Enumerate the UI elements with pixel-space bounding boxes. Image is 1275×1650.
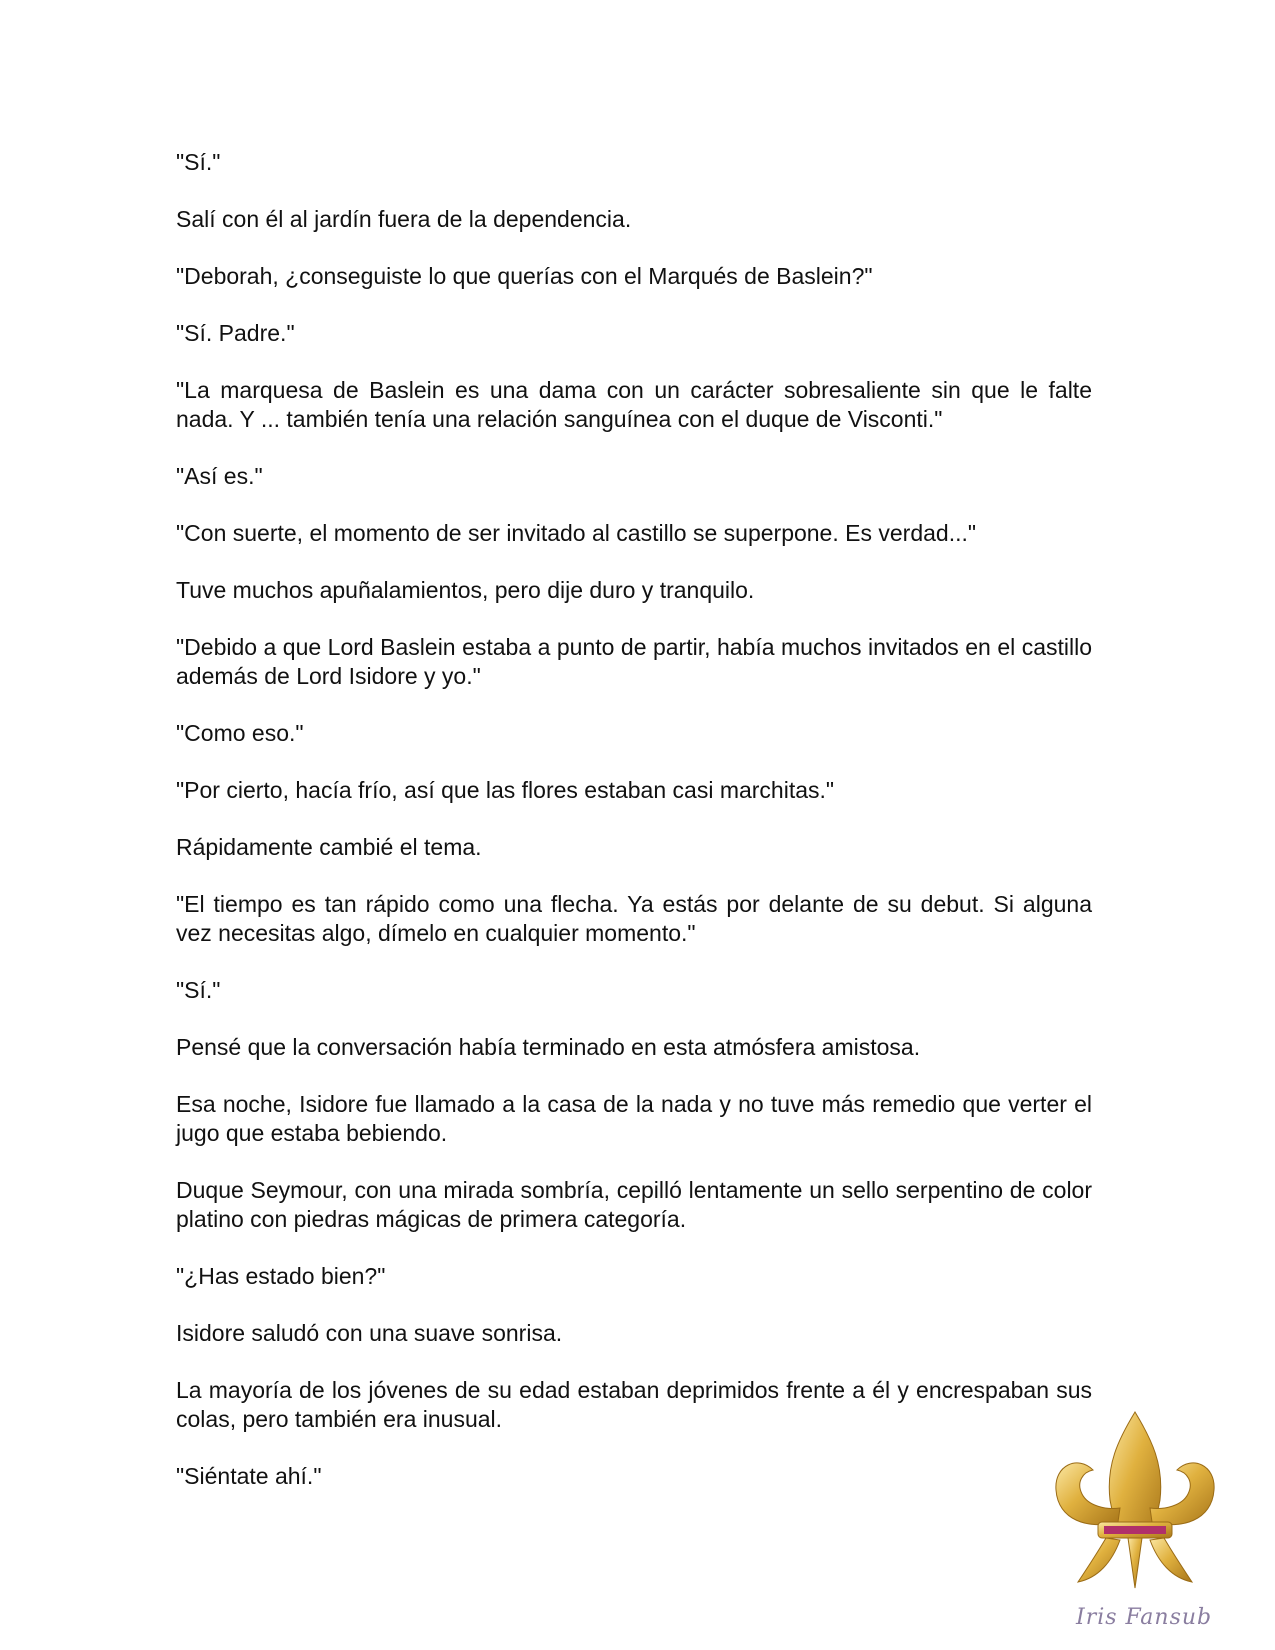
paragraph: "Así es." — [176, 463, 263, 489]
paragraph: "Como eso." — [176, 720, 304, 746]
paragraph: "Siéntate ahí." — [176, 1463, 322, 1489]
paragraph: "Sí." — [176, 149, 221, 175]
paragraph: "Sí. Padre." — [176, 320, 295, 346]
watermark-text: Iris Fansub — [1076, 1605, 1213, 1630]
paragraph: Salí con él al jardín fuera de la dependencia. — [176, 206, 632, 232]
paragraph: "Sí." — [176, 977, 221, 1003]
paragraph: "El tiempo es tan rápido como una flecha. Ya estás por delante de su debut. Si alguna vez necesitas algo, dímelo en cualquier momento." — [176, 891, 1092, 946]
paragraph: "Por cierto, hacía frío, así que las flores estaban casi marchitas." — [176, 777, 835, 803]
paragraph: "Con suerte, el momento de ser invitado al castillo se superpone. Es verdad..." — [176, 520, 977, 546]
watermark-logo — [1048, 1410, 1223, 1635]
paragraph: Tuve muchos apuñalamientos, pero dije duro y tranquilo. — [176, 577, 755, 603]
paragraph: Esa noche, Isidore fue llamado a la casa de la nada y no tuve más remedio que verter el jugo que estaba bebiendo. — [176, 1091, 1092, 1146]
paragraph: La mayoría de los jóvenes de su edad estaban deprimidos frente a él y encrespaban sus colas, pero también era inusual. — [176, 1377, 1092, 1432]
paragraph: Isidore saludó con una suave sonrisa. — [176, 1320, 563, 1346]
paragraph: "¿Has estado bien?" — [176, 1263, 386, 1289]
paragraph: "Debido a que Lord Baslein estaba a punto de partir, había muchos invitados en el castillo además de Lord Isidore y yo." — [176, 634, 1092, 689]
paragraph: Rápidamente cambié el tema. — [176, 834, 482, 860]
document-body — [176, 148, 1092, 1519]
paragraph: "Deborah, ¿conseguiste lo que querías con el Marqués de Baslein?" — [176, 263, 873, 289]
paragraph: "La marquesa de Baslein es una dama con un carácter sobresaliente sin que le falte nada. Y ... también tenía una relación sanguínea con el duque de Visconti." — [176, 377, 1092, 432]
fleur-de-lis-icon — [1048, 1410, 1223, 1600]
paragraph: Duque Seymour, con una mirada sombría, cepilló lentamente un sello serpentino de color platino con piedras mágicas de primera categoría. — [176, 1177, 1092, 1232]
paragraph: Pensé que la conversación había terminado en esta atmósfera amistosa. — [176, 1034, 921, 1060]
